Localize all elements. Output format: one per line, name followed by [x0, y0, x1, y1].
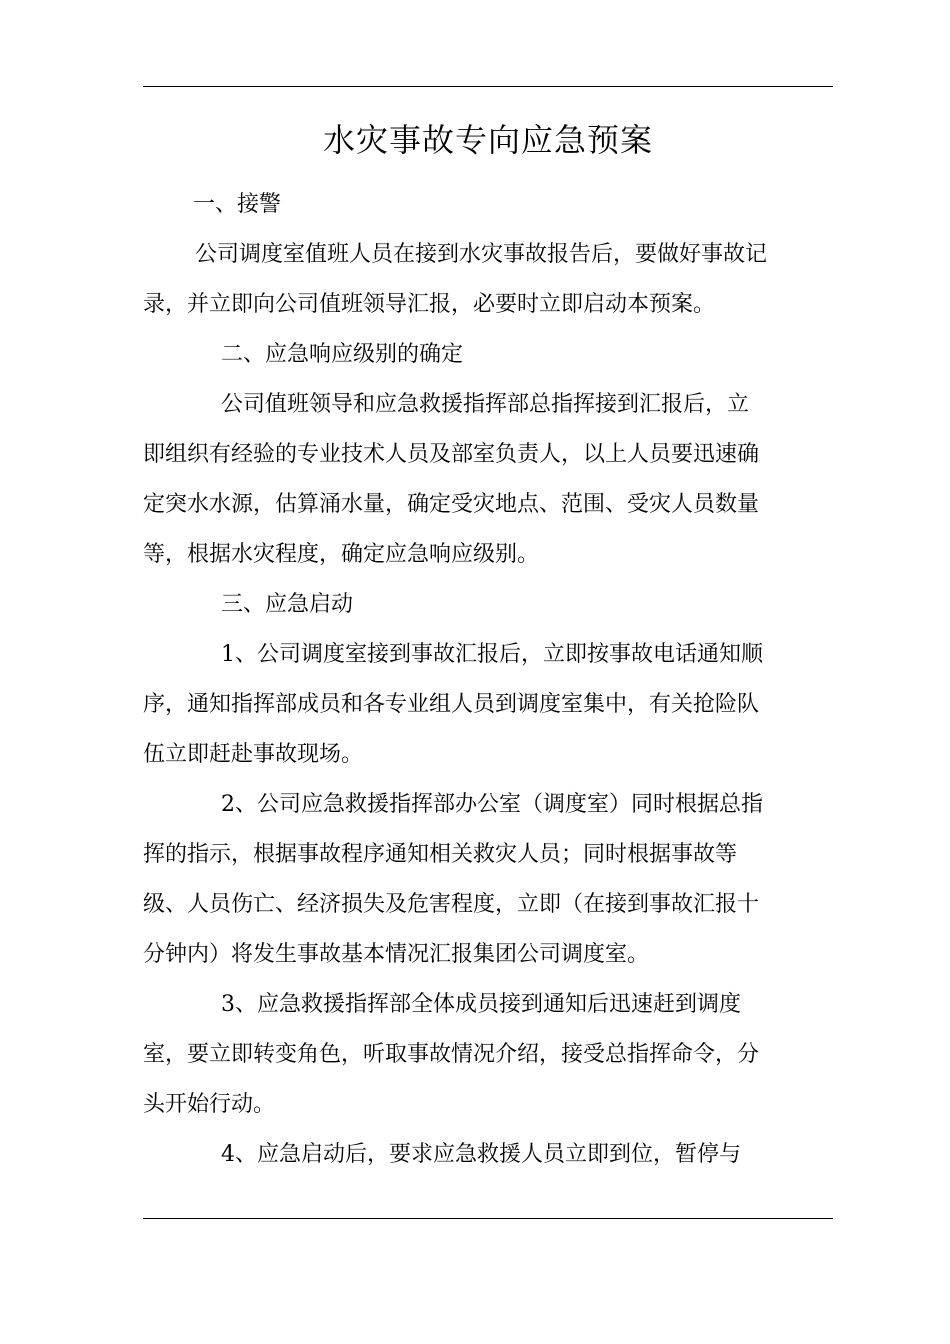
document-title: 水灾事故专向应急预案: [322, 121, 653, 159]
paragraph-line: 公司值班领导和应急救援指挥部总指挥接到汇报后，立: [221, 392, 750, 417]
paragraph-line: 挥的指示，根据事故程序通知相关救灾人员；同时根据事故等: [143, 842, 738, 867]
numbered-item-line: 1、公司调度室接到事故汇报后，立即按事故电话通知顺: [221, 642, 763, 667]
numbered-item-line: 3、应急救援指挥部全体成员接到通知后迅速赶到调度: [221, 992, 741, 1017]
section-heading-emergency-start: 三、应急启动: [221, 592, 354, 617]
numbered-item-line: 4、应急启动后，要求应急救援人员立即到位，暂停与: [221, 1142, 741, 1167]
paragraph-line: 伍立即赶赴事故现场。: [143, 742, 364, 767]
paragraph-line: 录，并立即向公司值班领导汇报，必要时立即启动本预案。: [143, 292, 716, 317]
paragraph-line: 等，根据水灾程度，确定应急响应级别。: [143, 542, 540, 567]
paragraph-line: 序，通知指挥部成员和各专业组人员到调度室集中，有关抢险队: [143, 692, 760, 717]
paragraph-line: 级、人员伤亡、经济损失及危害程度，立即（在接到事故汇报十: [143, 892, 760, 917]
paragraph-line: 室，要立即转变角色，听取事故情况介绍，接受总指挥命令，分: [143, 1042, 760, 1067]
paragraph-line: 公司调度室值班人员在接到水灾事故报告后，要做好事故记: [195, 242, 768, 267]
paragraph-line: 即组织有经验的专业技术人员及部室负责人，以上人员要迅速确: [143, 442, 760, 467]
footer-rule: [143, 1218, 833, 1219]
paragraph-line: 定突水水源，估算涌水量，确定受灾地点、范围、受灾人员数量: [143, 492, 760, 517]
section-heading-response-level: 二、应急响应级别的确定: [221, 342, 464, 367]
numbered-item-line: 2、公司应急救援指挥部办公室（调度室）同时根据总指: [221, 792, 763, 817]
paragraph-line: 头开始行动。: [143, 1092, 276, 1117]
section-heading-receive-alarm: 一、接警: [193, 192, 282, 217]
header-rule: [143, 86, 833, 87]
paragraph-line: 分钟内）将发生事故基本情况汇报集团公司调度室。: [143, 942, 650, 967]
document-body: [143, 180, 833, 1180]
